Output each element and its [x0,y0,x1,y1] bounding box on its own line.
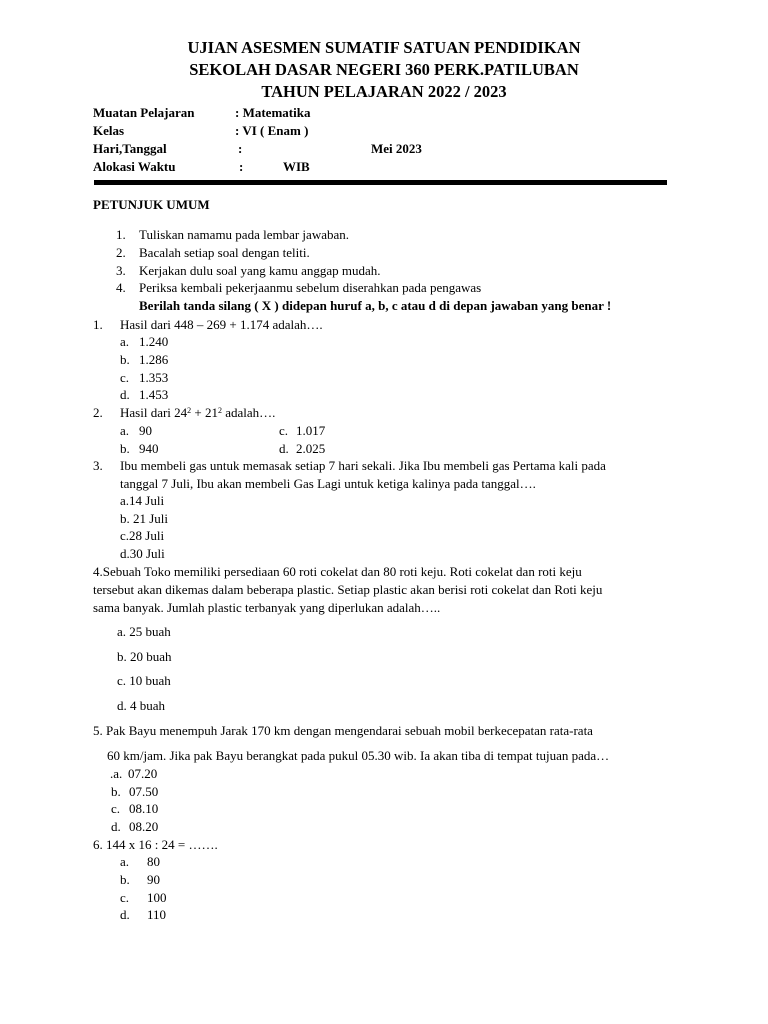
q3-number: 3. [93,458,103,473]
option-letter: c. [111,801,121,816]
option-letter: b. [120,872,130,887]
exam-title-line1: UJIAN ASESMEN SUMATIF SATUAN PENDIDIKAN [187,38,581,57]
date-label: Hari,Tanggal [93,141,167,156]
school-name: SEKOLAH DASAR NEGERI 360 PERK.PATILUBAN [189,60,579,79]
option-letter: c. [120,890,130,905]
option-letter: b. [120,441,130,456]
option-text: 940 [139,441,159,456]
q4-text-line3: sama banyak. Jumlah plastic terbanyak yang diperlukan adalah….. [93,600,441,615]
option-letter: a. [120,334,130,349]
subject-value: : Matematika [235,105,311,120]
instruction-text: Periksa kembali pekerjaanmu sebelum diserahkan pada pengawas [139,280,482,295]
option-letter: c. [120,370,130,385]
q2-text: Hasil dari $24^2 + 21^2$ adalah…. [120,405,276,420]
option-letter: b. [111,784,121,799]
option-letter: a. [120,423,130,438]
option-text: 90 [147,872,160,887]
option-text: 80 [147,854,160,869]
school-year: TAHUN PELAJARAN 2022 / 2023 [261,82,507,101]
option-item: c.28 Juli [120,528,165,543]
option-letter: c. [279,423,289,438]
option-text: 1.286 [139,352,169,367]
q3-text-line1: Ibu membeli gas untuk memasak setiap 7 hari sekali. Jika Ibu membeli gas Pertama kali pada [120,458,606,473]
q2-number: 2. [93,405,103,420]
option-item: a. 25 buah [117,624,171,639]
instruction-text: Kerjakan dulu soal yang kamu anggap mudah. [139,263,381,278]
instruction-number: 3. [116,263,126,278]
q3-text-line2: tanggal 7 Juli, Ibu akan membeli Gas Lagi untuk ketiga kalinya pada tanggal…. [120,476,536,491]
option-text: 100 [147,890,167,905]
time-label: Alokasi Waktu [93,159,176,174]
q5-text-line1: 5. Pak Bayu menempuh Jarak 170 km dengan mengendarai sebuah mobil berkecepatan rata-rata [93,723,593,738]
q1-text: Hasil dari 448 – 269 + 1.174 adalah…. [120,317,323,332]
answer-directive: Berilah tanda silang ( X ) didepan huruf a, b, c atau d di depan jawaban yang benar ! [139,298,612,313]
option-text: 1.353 [139,370,169,385]
option-text: 90 [139,423,152,438]
option-item: d.30 Juli [120,546,165,561]
option-letter: b. [120,352,130,367]
option-letter: .a. [110,766,123,781]
option-text: 1.453 [139,387,169,402]
option-text: 07.50 [129,784,159,799]
option-text: 2.025 [296,441,326,456]
option-letter: d. [120,907,130,922]
time-colon: : [239,159,244,174]
option-text: 07.20 [128,766,158,781]
class-label: Kelas [93,123,125,138]
option-text: 110 [147,907,167,922]
option-text: 08.10 [129,801,159,816]
option-item: d. 4 buah [117,698,166,713]
class-value: : VI ( Enam ) [235,123,309,138]
option-item: c. 10 buah [117,673,171,688]
instructions-heading: PETUNJUK UMUM [93,197,210,212]
date-value: Mei 2023 [371,141,422,156]
option-item: b. 21 Juli [120,511,169,526]
option-text: 1.240 [139,334,169,349]
q1-number: 1. [93,317,103,332]
q5-text-line2: 60 km/jam. Jika pak Bayu berangkat pada pukul 05.30 wib. Ia akan tiba di tempat tujuan pada… [107,748,610,763]
instruction-number: 2. [116,245,126,260]
option-letter: d. [279,441,289,456]
q4-text-line2: tersebut akan dikemas dalam beberapa plastic. Setiap plastic akan berisi roti cokelat dan Roti keju [93,582,603,597]
option-letter: d. [111,819,121,834]
time-value: WIB [283,159,310,174]
option-letter: a. [120,854,130,869]
instruction-number: 4. [116,280,126,295]
instruction-text: Tuliskan namamu pada lembar jawaban. [139,227,349,242]
date-colon: : [238,141,243,156]
instruction-text: Bacalah setiap soal dengan teliti. [139,245,310,260]
option-letter: d. [120,387,130,402]
option-text: 08.20 [129,819,159,834]
header-divider [94,180,667,185]
subject-label: Muatan Pelajaran [93,105,195,120]
option-item: a.14 Juli [120,493,165,508]
q6-text: 6. 144 x 16 : 24 = ……. [93,837,218,852]
option-item: b. 20 buah [117,649,172,664]
instruction-number: 1. [116,227,126,242]
q4-text-line1: 4.Sebuah Toko memiliki persediaan 60 roti cokelat dan 80 roti keju. Roti cokelat dan roti keju [93,564,582,579]
option-text: 1.017 [296,423,326,438]
